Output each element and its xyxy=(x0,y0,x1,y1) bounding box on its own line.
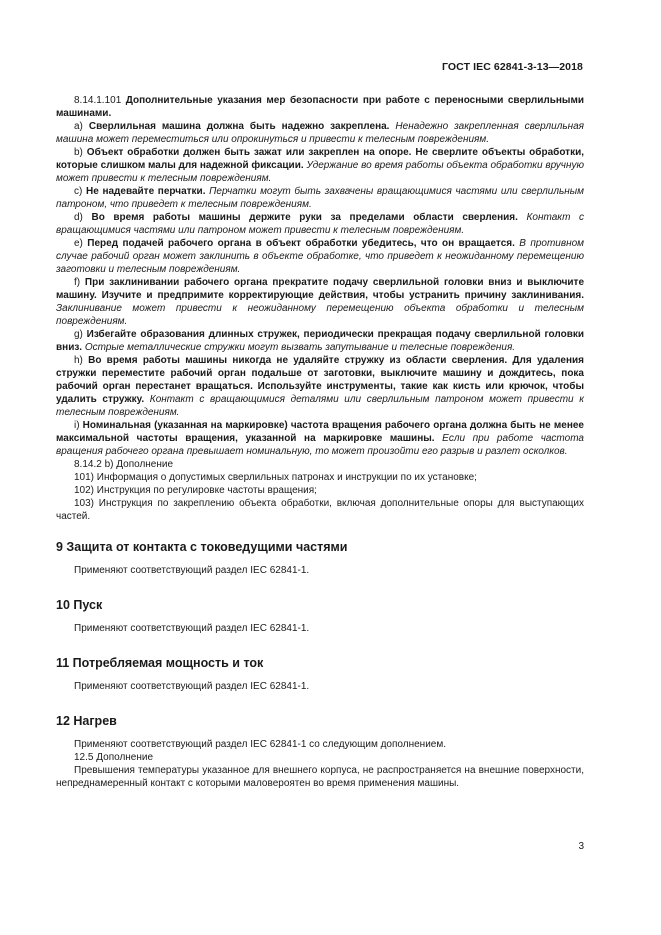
safety-item-e xyxy=(56,237,584,276)
section-text-10: Применяют соответствующий раздел IEC 62841-1. xyxy=(74,623,310,634)
item-instruction: Объект обработки должен быть зажат или закреплен на опоре. Не сверлите объекты обработки, которые слишком малы для надежной фиксации. xyxy=(56,147,585,171)
item-explanation: Ненадежно закрепленная сверлильная машина может переместиться или опрокинуться и привести к телесным повреждениям. xyxy=(56,121,585,145)
supplement-line: 101) Информация о допустимых сверлильных патронах и инструкции по их установке; xyxy=(74,472,477,483)
item-letter: e) xyxy=(74,238,88,249)
section-text-9: Применяют соответствующий раздел IEC 62841-1. xyxy=(74,565,310,576)
item-instruction: Сверлильная машина должна быть надежно закреплена. xyxy=(88,121,390,132)
item-instruction: Избегайте образования длинных стружек, периодически прекращая подачу сверлильной головки вниз. xyxy=(56,329,584,353)
item-letter: i) xyxy=(74,420,83,431)
item-explanation: В противном случае рабочий орган может заклинить в объекте обработке, что приведет к неожиданному перемещению заготовки и телесным повреждениям. xyxy=(56,238,585,275)
subsection-text-12-5: Превышения температуры указанное для внешнего корпуса, не распространяется на внешние поверхности, непреднамеренный контакт с которыми маловероятен во время применения машины. xyxy=(56,765,584,789)
safety-item-c xyxy=(56,185,584,211)
section-text-12: Применяют соответствующий раздел IEC 62841-1 со следующим дополнением. xyxy=(74,739,446,750)
item-explanation: Контакт с вращающимися частями или патроном может привести к телесным повреждениям. xyxy=(56,212,585,236)
item-letter: b) xyxy=(74,147,87,158)
safety-item-i xyxy=(56,419,584,458)
safety-item-h xyxy=(56,354,584,419)
supplement-line: 102) Инструкция по регулировке частоты вращения; xyxy=(74,485,317,496)
item-letter: d) xyxy=(74,212,92,223)
section-heading-10: 10 Пуск xyxy=(56,598,103,612)
item-instruction: Перед подачей рабочего органа в объект обработки убедитесь, что он вращается. xyxy=(87,238,515,249)
item-instruction: При заклинивании рабочего органа прекратите подачу сверлильной головки вниз и выключите машину. Изучите и предпримите корректирующие действия, чтобы устранить причину заклинивания. xyxy=(56,277,585,301)
item-explanation: Острые металлические стружки могут вызвать запутывание и телесные повреждения. xyxy=(84,342,516,353)
item-letter: c) xyxy=(74,186,86,197)
item-instruction: Не надевайте перчатки. xyxy=(86,186,206,197)
section-heading-9: 9 Защита от контакта с токоведущими частями xyxy=(56,540,348,554)
item-explanation: Перчатки могут быть захвачены вращающимися частями или сверлильным патроном, что приведет к телесным повреждениям. xyxy=(56,186,584,210)
item-instruction: Номинальная (указанная на маркировке) частота вращения рабочего органа должна быть не менее максимальной частоты вращения, указанной на маркировке машины. xyxy=(56,420,584,444)
safety-item-b xyxy=(56,146,584,185)
document-code: ГОСТ IEC 62841-3-13—2018 xyxy=(441,61,583,73)
section-text-11: Применяют соответствующий раздел IEC 62841-1. xyxy=(74,681,310,692)
safety-item-g xyxy=(56,328,584,354)
clause-title: Дополнительные указания мер безопасности при работе с переносными сверлильными машинами. xyxy=(56,95,584,119)
item-explanation: Заклинивание может привести к неожиданному перемещению объекта обработки и телесным повреждениям. xyxy=(56,303,584,327)
section-heading-11: 11 Потребляемая мощность и ток xyxy=(56,656,264,670)
supplement-line: 103) Инструкция по закреплению объекта обработки, включая дополнительные опоры для выступающих частей. xyxy=(56,498,584,522)
safety-item-a xyxy=(56,120,584,146)
item-instruction: Во время работы машины держите руки за пределами области сверления. xyxy=(91,212,518,223)
clause-number: 8.14.1.101 xyxy=(74,95,126,106)
item-letter: a) xyxy=(74,121,89,132)
item-letter: g) xyxy=(74,329,87,340)
item-explanation: Если при работе частота вращения рабочего органа превышает номинальную, то может произойти его разрыв и разлет осколков. xyxy=(56,433,584,457)
item-instruction: Во время работы машины никогда не удаляйте стружку из области сверления. Для удаления стружки переместите рабочий орган подальше от заготовки, выключите машину и дождитесь, пока рабочий орган перестанет вращаться. Используйте инструменты, такие как кисть или крючок, чтобы удалить стружку. xyxy=(56,355,584,405)
safety-item-f xyxy=(56,276,584,328)
clause-heading xyxy=(56,94,584,120)
item-letter: h) xyxy=(74,355,89,366)
page-number: 3 xyxy=(578,841,584,852)
item-explanation: Контакт с вращающимися деталями или сверлильным патроном может привести к телесным повреждениям. xyxy=(56,394,584,418)
page-body xyxy=(56,94,584,790)
item-explanation: Удержание во время работы объекта обработки вручную может привести к телесным повреждениям. xyxy=(56,160,585,184)
subsection-title-12-5: 12.5 Дополнение xyxy=(74,752,154,763)
item-letter: f) xyxy=(74,277,85,288)
safety-item-d xyxy=(56,211,584,237)
supplement-title: 8.14.2 b) Дополнение xyxy=(74,459,174,470)
section-heading-12: 12 Нагрев xyxy=(56,714,117,728)
